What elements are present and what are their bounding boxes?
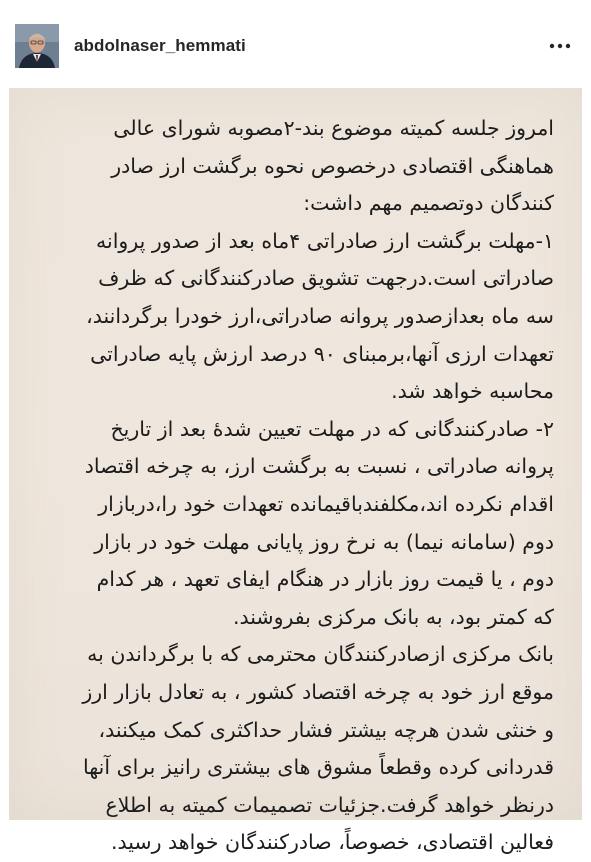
post-image[interactable] <box>9 88 582 855</box>
text-line: اقدام نکرده اند،مکلفندباقیمانده تعهدات خود را،دربازار <box>98 491 554 516</box>
profile-avatar[interactable] <box>15 24 59 68</box>
text-line: کنندگان دوتصمیم مهم داشت: <box>303 191 554 216</box>
text-line: پروانه صادراتی ، نسبت به برگشت ارز، به چرخه اقتصاد <box>84 454 554 479</box>
text-line: دوم ، یا قیمت روز بازار در هنگام ایفای تعهد ، هر کدام <box>96 567 554 592</box>
post-text-block <box>34 110 554 862</box>
text-line: امروز جلسه کمیته موضوع بند-۲مصوبه شورای عالی <box>113 116 554 140</box>
text-line: صادراتی است.درجهت تشویق صادرکنندگانی که ظرف <box>98 266 554 291</box>
post-username[interactable]: abdolnaser_hemmati <box>74 36 246 55</box>
text-line: که کمتر بود، به بانک مرکزی بفروشند. <box>232 604 554 629</box>
post-header <box>0 0 591 88</box>
text-line: هماهنگی اقتصادی درخصوص نحوه برگشت ارز صادر <box>111 153 554 178</box>
text-line: قدردانی کرده وقطعاً مشوق های بیشتری رانیز برای آنها <box>82 755 554 780</box>
text-line: و خنثی شدن هرچه بیشتر فشار حداکثری کمک میکنند، <box>98 717 554 742</box>
more-options-button[interactable] <box>540 30 580 62</box>
text-line: ۲- صادرکنندگانی که در مهلت تعیین شدهٔ بعد از تاریخ <box>110 416 554 441</box>
text-line: فعالین اقتصادی، خصوصاً، صادرکنندگان خواهد رسید. <box>110 830 554 855</box>
text-line: سه ماه بعدازصدور پروانه صادراتی،ارز خودرا برگردانند، <box>86 303 554 328</box>
text-line: بانک مرکزی ازصادرکنندگان محترمی که با برگرداندن به <box>87 642 554 667</box>
text-line: دوم (سامانه نیما) به نرخ روز پایانی مهلت خود در بازار <box>94 529 554 554</box>
text-line: ۱-مهلت برگشت ارز صادراتی ۴ماه بعد از صدور پروانه <box>96 228 554 253</box>
more-horizontal-icon <box>549 43 571 49</box>
text-line: محاسبه خواهد شد. <box>391 379 554 404</box>
text-line: موقع ارز خود به چرخه اقتصاد کشور ، به تعادل بازار ارز <box>82 679 554 704</box>
text-line: تعهدات ارزی آنها،برمبنای ۹۰ درصد ارزش پایه صادراتی <box>90 341 554 366</box>
text-line: درنظر خواهد گرفت.جزئیات تصمیمات کمیته به اطلاع <box>105 792 554 817</box>
